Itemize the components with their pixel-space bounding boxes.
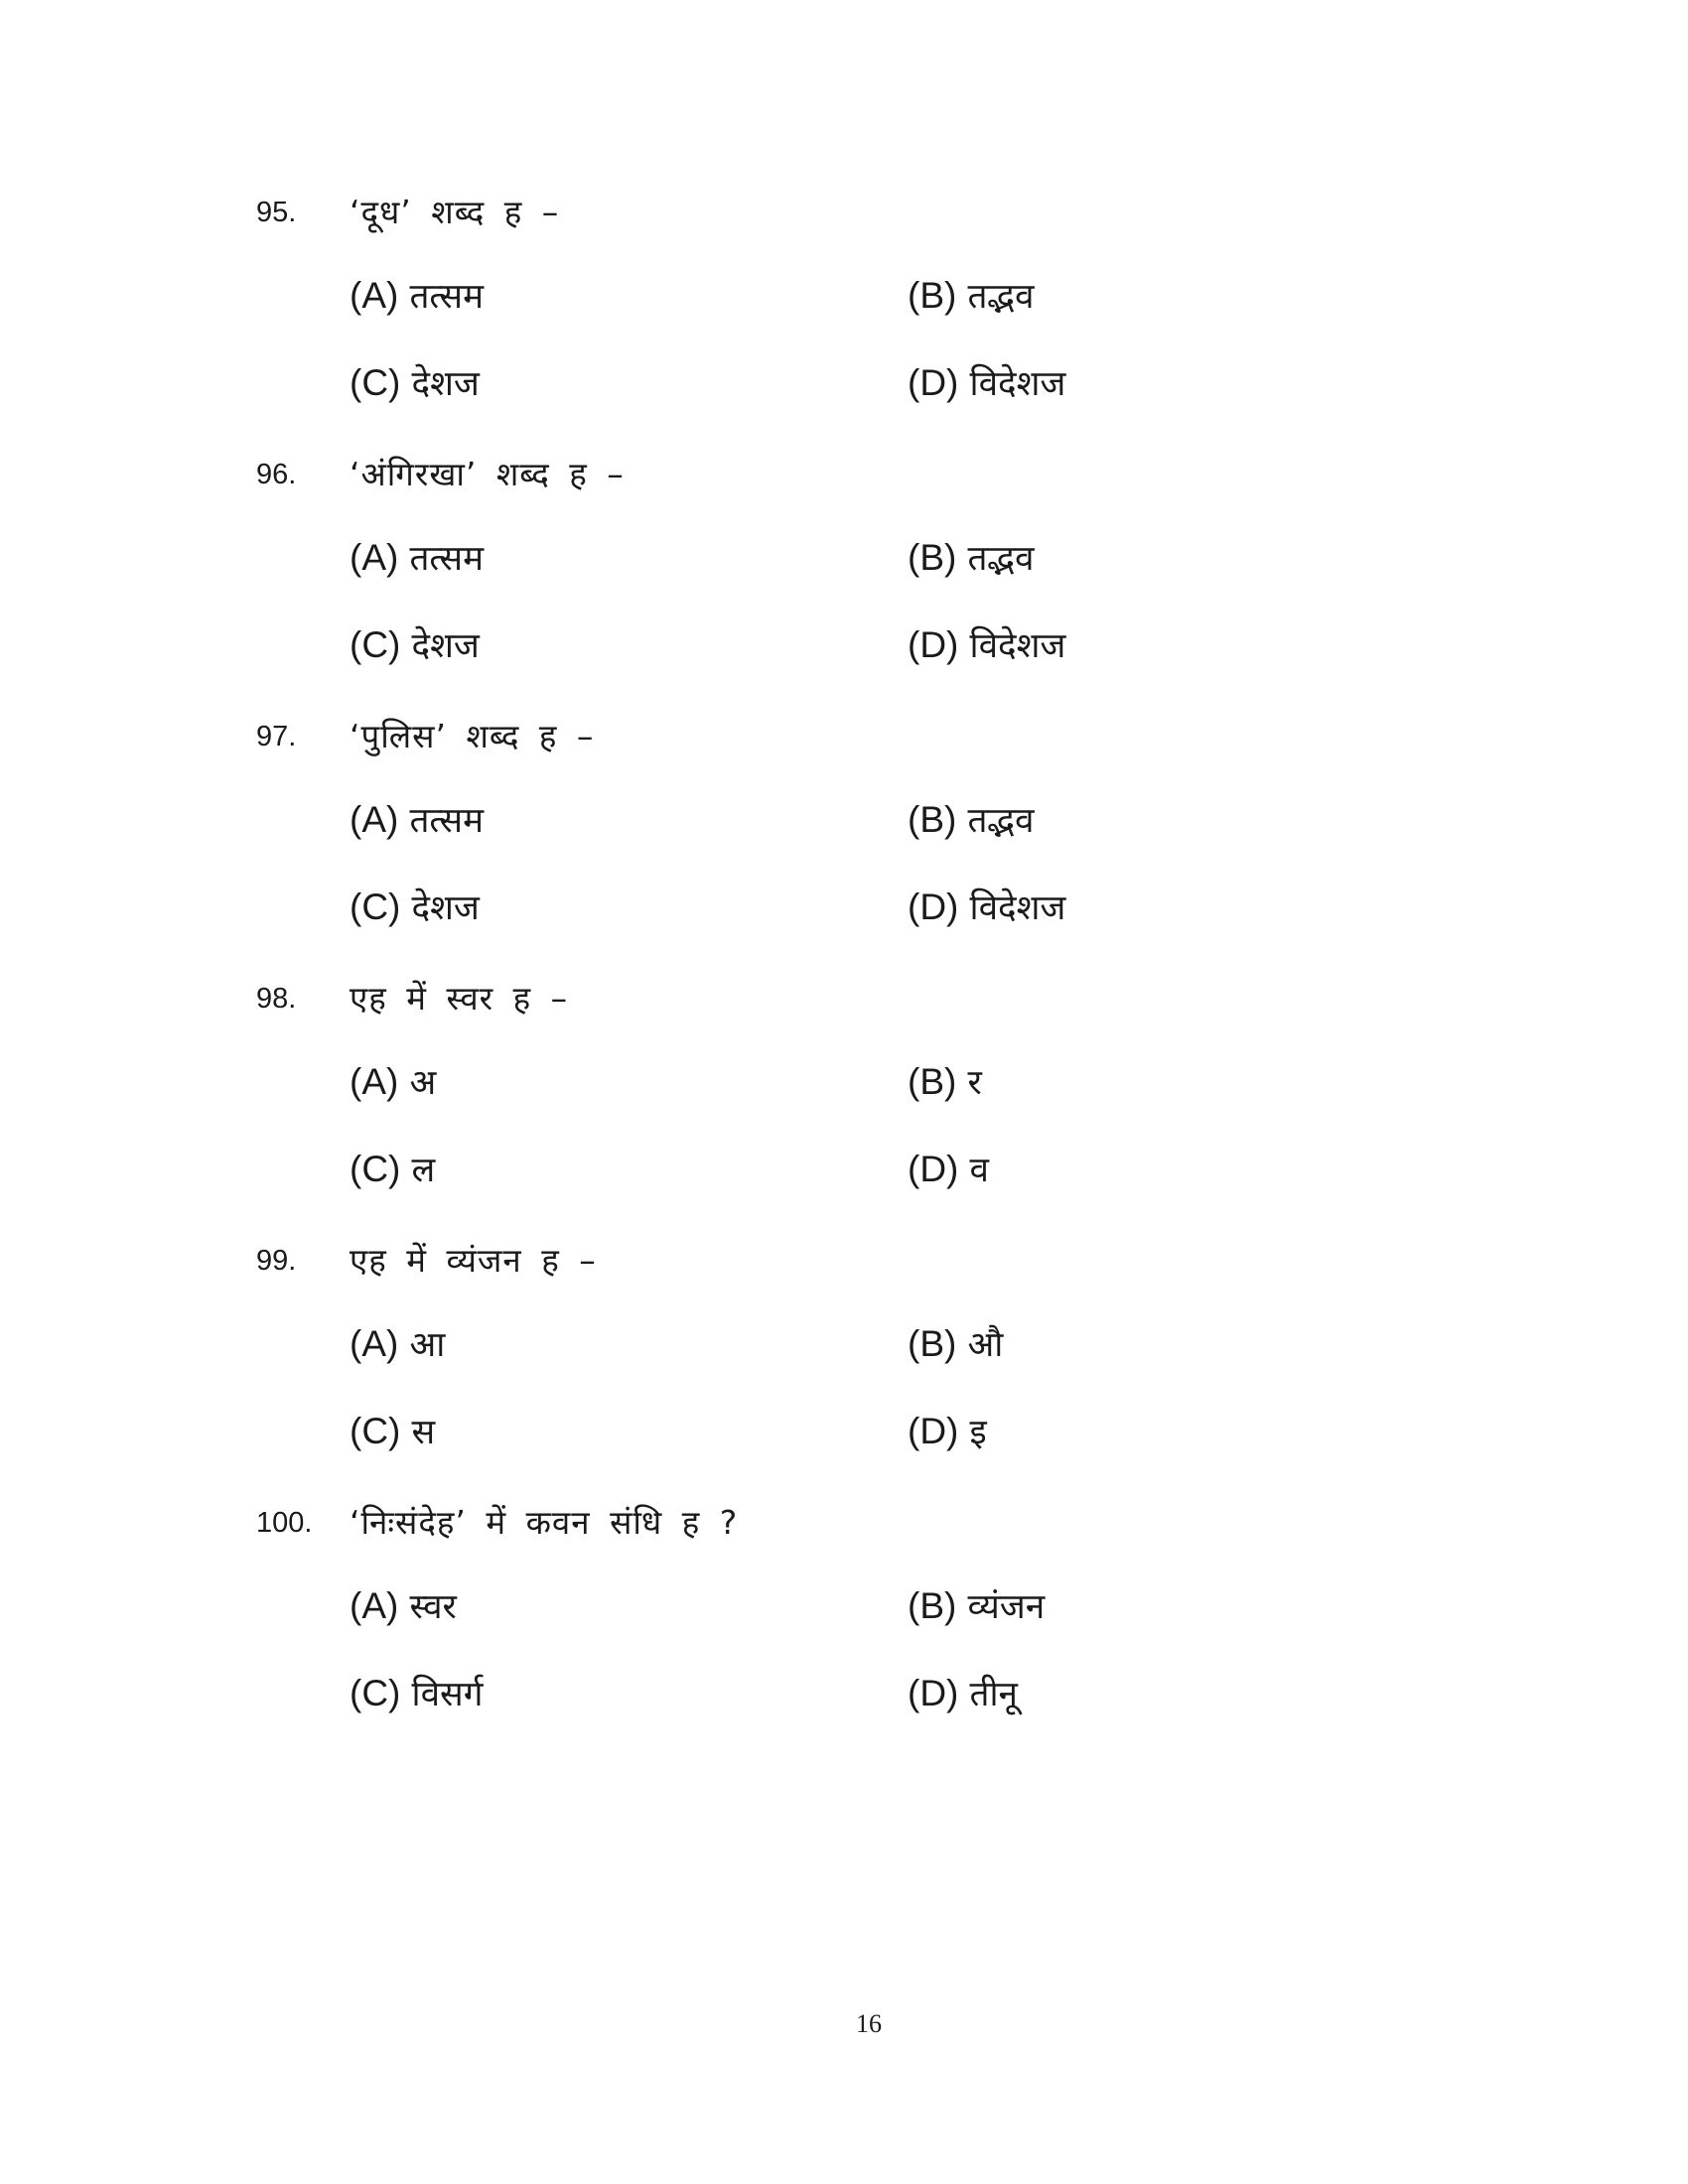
option-text: तद्भव — [967, 277, 1035, 317]
question-text: एह में स्वर ह – — [350, 979, 569, 1018]
option-text: देशज — [411, 364, 480, 404]
question-98 — [0, 975, 1688, 1237]
option-a — [350, 1582, 457, 1629]
option-text: स्वर — [409, 1587, 457, 1627]
option-text: देशज — [411, 626, 480, 666]
option-text: अ — [409, 1063, 437, 1103]
option-text: व — [969, 1151, 989, 1190]
option-b — [908, 534, 1035, 581]
option-a — [350, 1058, 436, 1105]
option-label: (D) — [908, 624, 959, 665]
option-c — [350, 1146, 435, 1192]
question-text: एह में व्यंजन ह – — [350, 1241, 597, 1280]
option-b — [908, 796, 1035, 843]
option-text: तद्भव — [967, 801, 1035, 841]
option-label: (A) — [350, 799, 399, 840]
option-text: देशज — [411, 888, 480, 928]
option-text: तद्भव — [967, 539, 1035, 579]
option-label: (A) — [350, 537, 399, 578]
question-text: ‘अंगिरखा’ शब्द ह – — [350, 455, 625, 493]
option-label: (B) — [908, 1323, 957, 1364]
option-label: (B) — [908, 537, 957, 578]
option-d — [908, 1146, 989, 1192]
option-text: तत्सम — [409, 801, 485, 841]
option-d — [908, 621, 1065, 668]
option-b — [908, 1582, 1045, 1629]
question-99 — [0, 1237, 1688, 1499]
option-c — [350, 621, 480, 668]
question-100 — [0, 1499, 1688, 1761]
question-text: ‘निःसंदेह’ में कवन संधि ह ? — [350, 1503, 739, 1542]
option-text: इ — [969, 1413, 987, 1452]
question-number: 96. — [256, 459, 297, 490]
option-label: (A) — [350, 275, 399, 316]
option-label: (C) — [350, 624, 401, 665]
option-d — [908, 884, 1065, 930]
option-label: (B) — [908, 275, 957, 316]
option-label: (C) — [350, 1673, 401, 1713]
option-a — [350, 534, 484, 581]
option-text: स — [411, 1413, 436, 1452]
question-95 — [0, 189, 1688, 451]
option-label: (C) — [350, 362, 401, 403]
option-text: विदेशज — [969, 626, 1066, 666]
option-text: विदेशज — [969, 364, 1066, 404]
option-label: (C) — [350, 1149, 401, 1189]
option-label: (A) — [350, 1585, 399, 1626]
option-a — [350, 1320, 445, 1367]
option-label: (B) — [908, 1061, 957, 1102]
option-text: औ — [967, 1325, 1004, 1365]
option-label: (C) — [350, 1411, 401, 1451]
option-c — [350, 359, 480, 406]
question-number: 99. — [256, 1245, 297, 1277]
option-a — [350, 272, 484, 319]
option-text: र — [967, 1063, 982, 1103]
option-label: (D) — [908, 1673, 959, 1713]
option-b — [908, 1058, 982, 1105]
option-label: (A) — [350, 1061, 399, 1102]
option-text: ल — [411, 1151, 436, 1190]
option-b — [908, 272, 1035, 319]
option-label: (D) — [908, 1149, 959, 1189]
option-a — [350, 796, 484, 843]
question-number: 95. — [256, 197, 297, 228]
option-c — [350, 1408, 435, 1454]
option-text: विसर्ग — [411, 1675, 484, 1714]
option-text: तीनू — [969, 1675, 1018, 1714]
option-d — [908, 1408, 987, 1454]
option-text: तत्सम — [409, 277, 485, 317]
question-text: ‘पुलिस’ शब्द ह – — [350, 717, 595, 755]
question-number: 98. — [256, 983, 297, 1015]
option-c — [350, 1670, 483, 1716]
option-c — [350, 884, 480, 930]
option-label: (B) — [908, 799, 957, 840]
question-96 — [0, 451, 1688, 713]
option-text: विदेशज — [969, 888, 1066, 928]
option-b — [908, 1320, 1003, 1367]
option-label: (B) — [908, 1585, 957, 1626]
option-d — [908, 1670, 1018, 1716]
option-label: (C) — [350, 887, 401, 927]
option-label: (D) — [908, 362, 959, 403]
page-number: 16 — [856, 2009, 882, 2038]
question-number: 97. — [256, 721, 297, 752]
option-text: व्यंजन — [967, 1587, 1046, 1627]
question-97 — [0, 713, 1688, 975]
option-d — [908, 359, 1065, 406]
question-number: 100. — [256, 1507, 313, 1539]
option-label: (D) — [908, 887, 959, 927]
option-text: तत्सम — [409, 539, 485, 579]
option-label: (D) — [908, 1411, 959, 1451]
option-label: (A) — [350, 1323, 399, 1364]
question-text: ‘दूध’ शब्द ह – — [350, 193, 560, 231]
option-text: आ — [409, 1325, 446, 1365]
